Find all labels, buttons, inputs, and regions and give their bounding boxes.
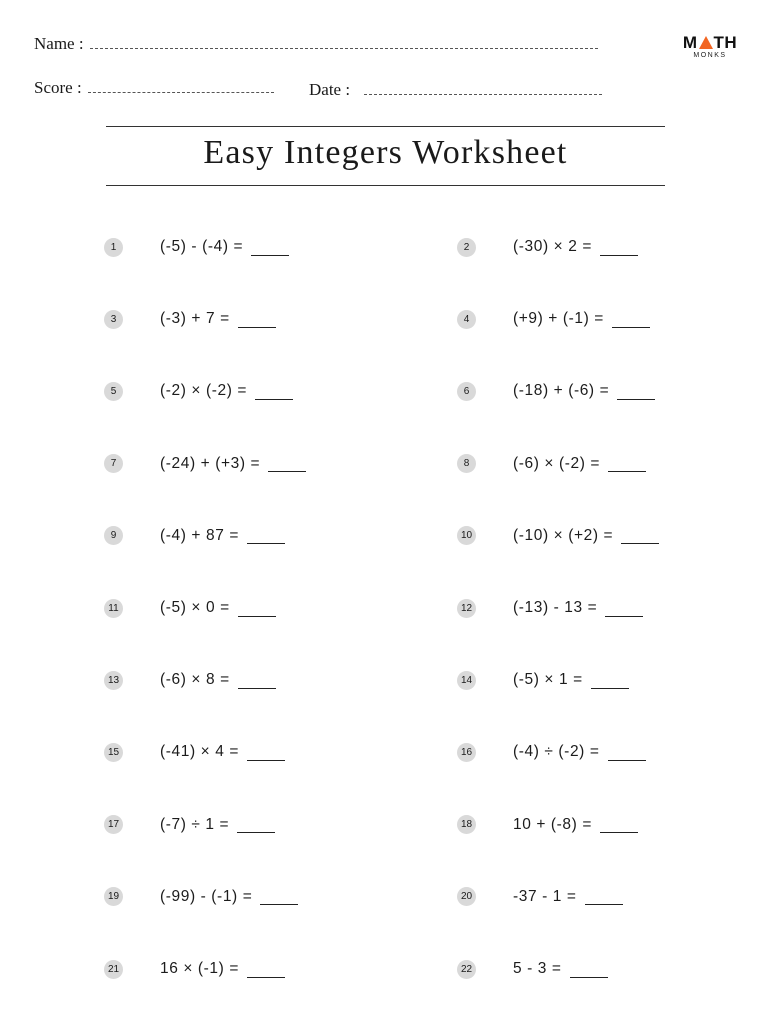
problem-item — [457, 954, 608, 984]
problem-number-badge: 8 — [457, 454, 476, 473]
problem-expression: (+9) + (-1) = — [513, 310, 604, 328]
problem-expression: (-5) × 1 = — [513, 671, 583, 689]
problem-number-badge: 21 — [104, 960, 123, 979]
problem-item — [104, 376, 293, 406]
answer-blank[interactable] — [247, 527, 285, 544]
problem-item — [457, 665, 629, 695]
date-blank[interactable] — [364, 94, 602, 95]
answer-blank[interactable] — [570, 961, 608, 978]
problem-item — [457, 232, 638, 262]
answer-blank[interactable] — [238, 311, 276, 328]
problem-number-badge: 13 — [104, 671, 123, 690]
problem-item — [104, 737, 285, 767]
problem-expression: (-10) × (+2) = — [513, 526, 614, 544]
answer-blank[interactable] — [600, 239, 638, 256]
problem-expression: (-4) + 87 = — [160, 526, 239, 544]
problem-item — [104, 954, 285, 984]
problem-expression: (-99) - (-1) = — [160, 887, 253, 905]
problem-item — [457, 376, 655, 406]
title-bottom-rule — [106, 185, 665, 186]
name-field-row — [34, 34, 598, 54]
problem-number-badge: 16 — [457, 743, 476, 762]
problem-number-badge: 2 — [457, 238, 476, 257]
problem-number-badge: 11 — [104, 599, 123, 618]
problem-number-badge: 6 — [457, 382, 476, 401]
problem-item — [457, 737, 646, 767]
problem-item — [457, 593, 643, 623]
problem-item — [104, 232, 289, 262]
problem-item — [104, 521, 285, 551]
answer-blank[interactable] — [617, 383, 655, 400]
answer-blank[interactable] — [247, 744, 285, 761]
problem-number-badge: 9 — [104, 526, 123, 545]
problem-expression: (-2) × (-2) = — [160, 382, 248, 400]
problem-number-badge: 15 — [104, 743, 123, 762]
problem-number-badge: 22 — [457, 960, 476, 979]
problem-number-badge: 12 — [457, 599, 476, 618]
problem-expression: -37 - 1 = — [513, 887, 577, 905]
answer-blank[interactable] — [260, 888, 298, 905]
answer-blank[interactable] — [238, 600, 276, 617]
answer-blank[interactable] — [591, 672, 629, 689]
problem-expression: 16 × (-1) = — [160, 960, 239, 977]
score-blank[interactable] — [88, 92, 274, 93]
problem-number-badge: 19 — [104, 887, 123, 906]
problem-number-badge: 20 — [457, 887, 476, 906]
problem-expression: (-13) - 13 = — [513, 599, 598, 616]
answer-blank[interactable] — [585, 888, 623, 905]
problem-expression: (-41) × 4 = — [160, 743, 239, 761]
problem-item — [104, 449, 306, 479]
problem-expression: (-18) + (-6) = — [513, 382, 610, 400]
answer-blank[interactable] — [251, 239, 289, 256]
problem-expression: (-6) × 8 = — [160, 671, 230, 689]
date-field-row — [309, 80, 602, 100]
problem-expression: (-5) - (-4) = — [160, 238, 244, 255]
problem-number-badge: 4 — [457, 310, 476, 329]
problem-expression: (-4) ÷ (-2) = — [513, 743, 600, 761]
answer-blank[interactable] — [255, 383, 293, 400]
problem-expression: 5 - 3 = — [513, 960, 562, 977]
problem-item — [457, 521, 659, 551]
answer-blank[interactable] — [605, 600, 643, 617]
problem-number-badge: 7 — [104, 454, 123, 473]
problem-item — [104, 810, 275, 840]
problem-item — [457, 810, 638, 840]
problem-item — [104, 882, 298, 912]
problem-item — [104, 593, 276, 623]
answer-blank[interactable] — [621, 527, 659, 544]
name-blank[interactable] — [90, 48, 598, 49]
problem-expression: (-3) + 7 = — [160, 310, 230, 328]
answer-blank[interactable] — [600, 816, 638, 833]
problem-expression: (-30) × 2 = — [513, 238, 592, 255]
name-label: Name : — [34, 34, 84, 53]
problem-number-badge: 10 — [457, 526, 476, 545]
problem-expression: (-24) + (+3) = — [160, 454, 261, 472]
problem-number-badge: 18 — [457, 815, 476, 834]
answer-blank[interactable] — [237, 816, 275, 833]
problem-expression: (-7) ÷ 1 = — [160, 815, 230, 833]
problem-number-badge: 14 — [457, 671, 476, 690]
problem-number-badge: 1 — [104, 238, 123, 257]
answer-blank[interactable] — [612, 311, 650, 328]
answer-blank[interactable] — [608, 455, 646, 472]
score-field-row — [34, 78, 274, 98]
problem-item — [457, 304, 650, 334]
math-monks-logo — [680, 34, 740, 60]
answer-blank[interactable] — [268, 455, 306, 472]
problem-expression: (-5) × 0 = — [160, 599, 230, 616]
logo-wordmark — [680, 34, 740, 52]
answer-blank[interactable] — [238, 672, 276, 689]
problem-expression: 10 + (-8) = — [513, 815, 592, 833]
problem-item — [104, 665, 276, 695]
worksheet-title: Easy Integers Worksheet — [203, 134, 568, 171]
score-label: Score : — [34, 78, 82, 97]
problem-item — [457, 882, 623, 912]
logo-subtitle: MONKS — [693, 52, 727, 59]
problem-expression: (-6) × (-2) = — [513, 454, 601, 472]
date-label: Date : — [309, 80, 351, 99]
problem-item — [104, 304, 276, 334]
problem-number-badge: 3 — [104, 310, 123, 329]
logo-line1: M TH — [682, 33, 738, 52]
problem-number-badge: 5 — [104, 382, 123, 401]
answer-blank[interactable] — [608, 744, 646, 761]
problem-item — [457, 449, 646, 479]
problem-number-badge: 17 — [104, 815, 123, 834]
logo-a-triangle-icon — [699, 36, 713, 49]
answer-blank[interactable] — [247, 961, 285, 978]
title-top-rule — [106, 126, 665, 127]
